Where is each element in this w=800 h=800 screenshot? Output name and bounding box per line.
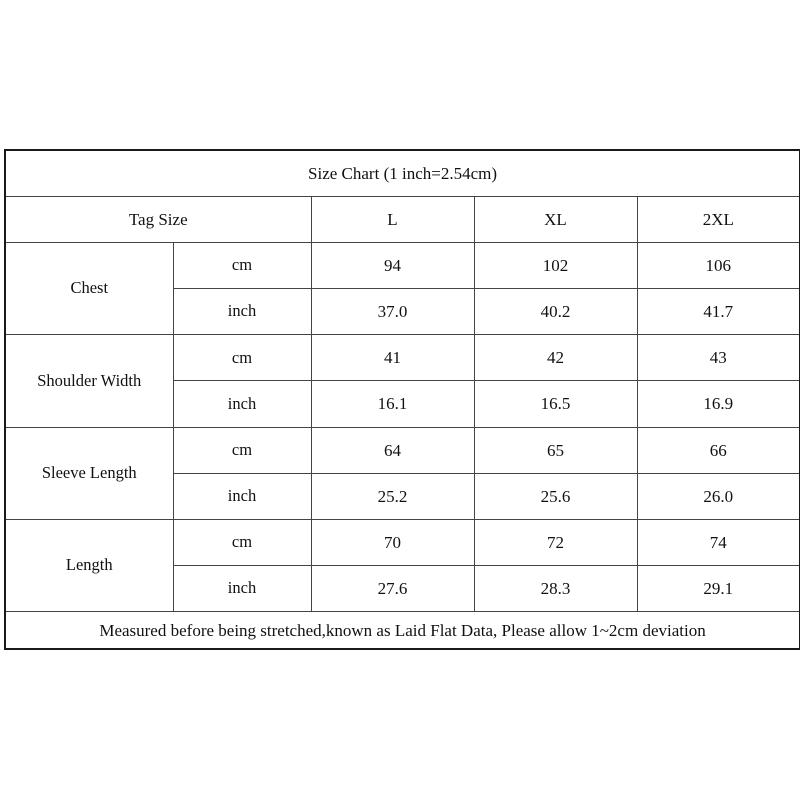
value-cell: 27.6 <box>311 566 474 612</box>
unit-cell: inch <box>173 381 311 427</box>
size-xl-header: XL <box>474 196 637 242</box>
unit-cell: cm <box>173 427 311 473</box>
unit-cell: cm <box>173 242 311 288</box>
value-cell: 65 <box>474 427 637 473</box>
header-row <box>5 196 800 242</box>
value-cell: 72 <box>474 519 637 565</box>
title-row <box>5 150 800 196</box>
measure-chest: Chest <box>5 242 173 334</box>
table-row <box>5 427 800 473</box>
value-cell: 40.2 <box>474 289 637 335</box>
measure-shoulder-width: Shoulder Width <box>5 335 173 427</box>
value-cell: 16.9 <box>637 381 800 427</box>
measure-length: Length <box>5 519 173 611</box>
value-cell: 25.2 <box>311 473 474 519</box>
size-chart-table <box>4 149 800 650</box>
value-cell: 102 <box>474 242 637 288</box>
value-cell: 28.3 <box>474 566 637 612</box>
unit-cell: inch <box>173 566 311 612</box>
table-row <box>5 519 800 565</box>
note-row <box>5 612 800 649</box>
table-title: Size Chart (1 inch=2.54cm) <box>5 150 800 196</box>
value-cell: 64 <box>311 427 474 473</box>
value-cell: 16.1 <box>311 381 474 427</box>
value-cell: 94 <box>311 242 474 288</box>
value-cell: 37.0 <box>311 289 474 335</box>
unit-cell: inch <box>173 289 311 335</box>
value-cell: 74 <box>637 519 800 565</box>
value-cell: 70 <box>311 519 474 565</box>
size-2xl-header: 2XL <box>637 196 800 242</box>
value-cell: 106 <box>637 242 800 288</box>
size-l-header: L <box>311 196 474 242</box>
table-row <box>5 335 800 381</box>
value-cell: 41.7 <box>637 289 800 335</box>
value-cell: 26.0 <box>637 473 800 519</box>
value-cell: 16.5 <box>474 381 637 427</box>
table-row <box>5 242 800 288</box>
measure-sleeve-length: Sleeve Length <box>5 427 173 519</box>
unit-cell: cm <box>173 335 311 381</box>
value-cell: 29.1 <box>637 566 800 612</box>
value-cell: 41 <box>311 335 474 381</box>
value-cell: 43 <box>637 335 800 381</box>
value-cell: 66 <box>637 427 800 473</box>
unit-cell: inch <box>173 473 311 519</box>
footnote: Measured before being stretched,known as Laid Flat Data, Please allow 1~2cm deviation <box>5 612 800 649</box>
tag-size-label: Tag Size <box>5 196 311 242</box>
unit-cell: cm <box>173 519 311 565</box>
value-cell: 42 <box>474 335 637 381</box>
value-cell: 25.6 <box>474 473 637 519</box>
